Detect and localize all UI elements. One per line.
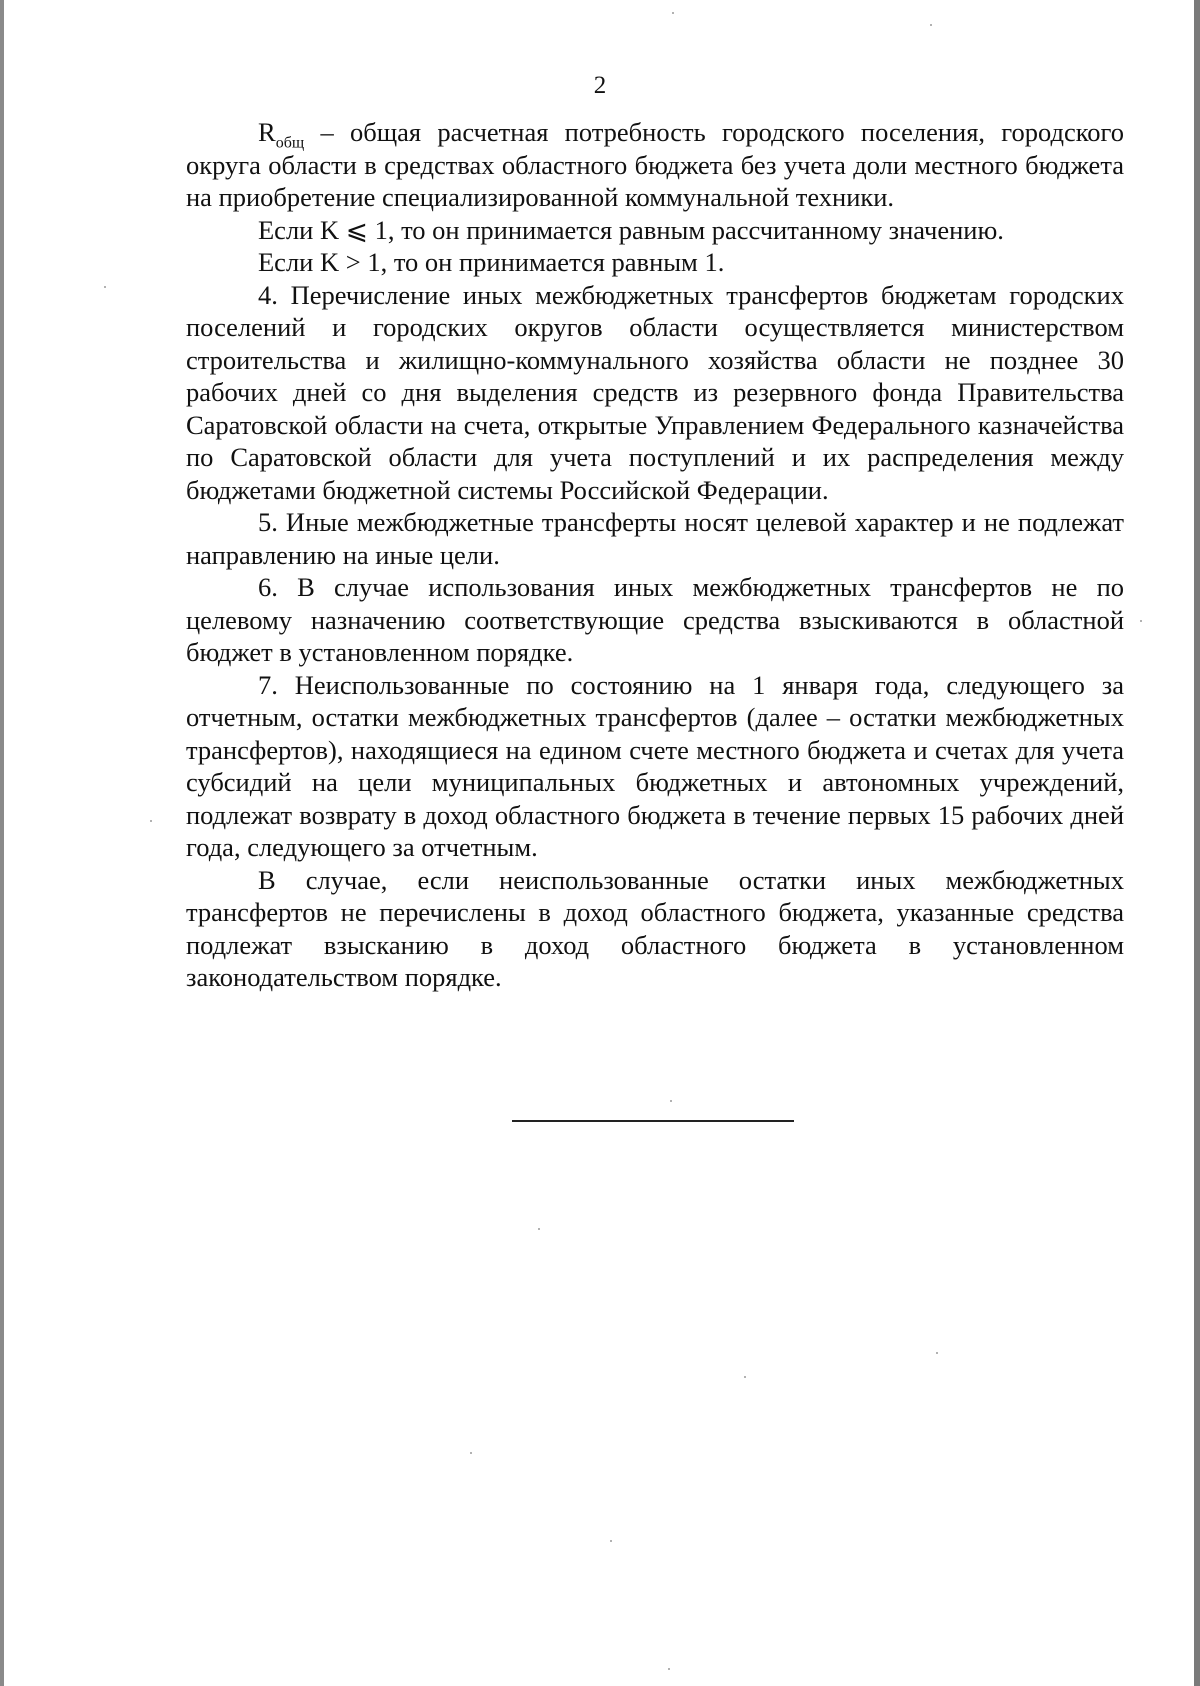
- formula-symbol-letter: R: [258, 117, 276, 147]
- scan-speck: [672, 12, 674, 14]
- formula-symbol-subscript: общ: [275, 134, 305, 152]
- paragraph-formula-definition: [186, 116, 1124, 214]
- scan-speck: [936, 1352, 938, 1354]
- scan-speck: [670, 1100, 672, 1102]
- scan-speck: [104, 286, 106, 288]
- formula-symbol: [258, 117, 305, 152]
- end-separator-line: [512, 1120, 794, 1122]
- scan-speck: [744, 1376, 746, 1378]
- formula-definition-text: – общая расчетная потребность городского поселения, городского округа области в средствах областного бюджета без учета доли местного бюджета на приобретение специализированной коммунальной техники.: [186, 117, 1124, 212]
- document-body: [186, 116, 1124, 994]
- scan-edge-right: [1194, 0, 1200, 1686]
- scan-speck: [930, 24, 932, 26]
- paragraph-k-le-1: Если K ⩽ 1, то он принимается равным рассчитанному значению.: [258, 214, 1004, 245]
- scan-speck: [668, 1668, 670, 1670]
- paragraph-item-4: 4. Перечисление иных межбюджетных трансфертов бюджетам городских поселений и городских округов области осуществляется министерством строительства и жилищно-коммунального хозяйства области не позднее 30 рабочих дней со дня выделения средств из резервного фонда Правительства Саратовской области на счета, открытые Управлением Федерального казначейства по Саратовской области для учета поступлений и их распределения между бюджетами бюджетной системы Российской Федерации.: [186, 279, 1124, 505]
- scan-speck: [538, 1228, 540, 1230]
- scan-speck: [150, 820, 152, 822]
- page-number: 2: [593, 72, 607, 99]
- scan-speck: [610, 1540, 612, 1542]
- paragraph-item-5: 5. Иные межбюджетные трансферты носят целевой характер и не подлежат направлению на иные цели.: [186, 507, 1124, 570]
- paragraph-k-gt-1: Если K > 1, то он принимается равным 1.: [258, 247, 725, 277]
- scan-speck: [1140, 620, 1142, 622]
- paragraph-item-7-continuation: В случае, если неиспользованные остатки иных межбюджетных трансфертов не перечислены в доход областного бюджета, указанные средства подлежат взысканию в доход областного бюджета в установленном законодательством порядке.: [186, 864, 1124, 992]
- paragraph-item-6: 6. В случае использования иных межбюджетных трансфертов не по целевому назначению соответствующие средства взыскиваются в областной бюджет в установленном порядке.: [186, 572, 1124, 667]
- scan-edge-left: [0, 0, 4, 1686]
- paragraph-item-7: 7. Неиспользованные по состоянию на 1 января года, следующего за отчетным, остатки межбюджетных трансфертов (далее – остатки межбюджетных трансфертов), находящиеся на едином счете местного бюджета и счетах для учета субсидий на цели муниципальных бюджетных и автономных учреждений, подлежат возврату в доход областного бюджета в течение первых 15 рабочих дней года, следующего за отчетным.: [186, 669, 1124, 862]
- scan-speck: [470, 1452, 472, 1454]
